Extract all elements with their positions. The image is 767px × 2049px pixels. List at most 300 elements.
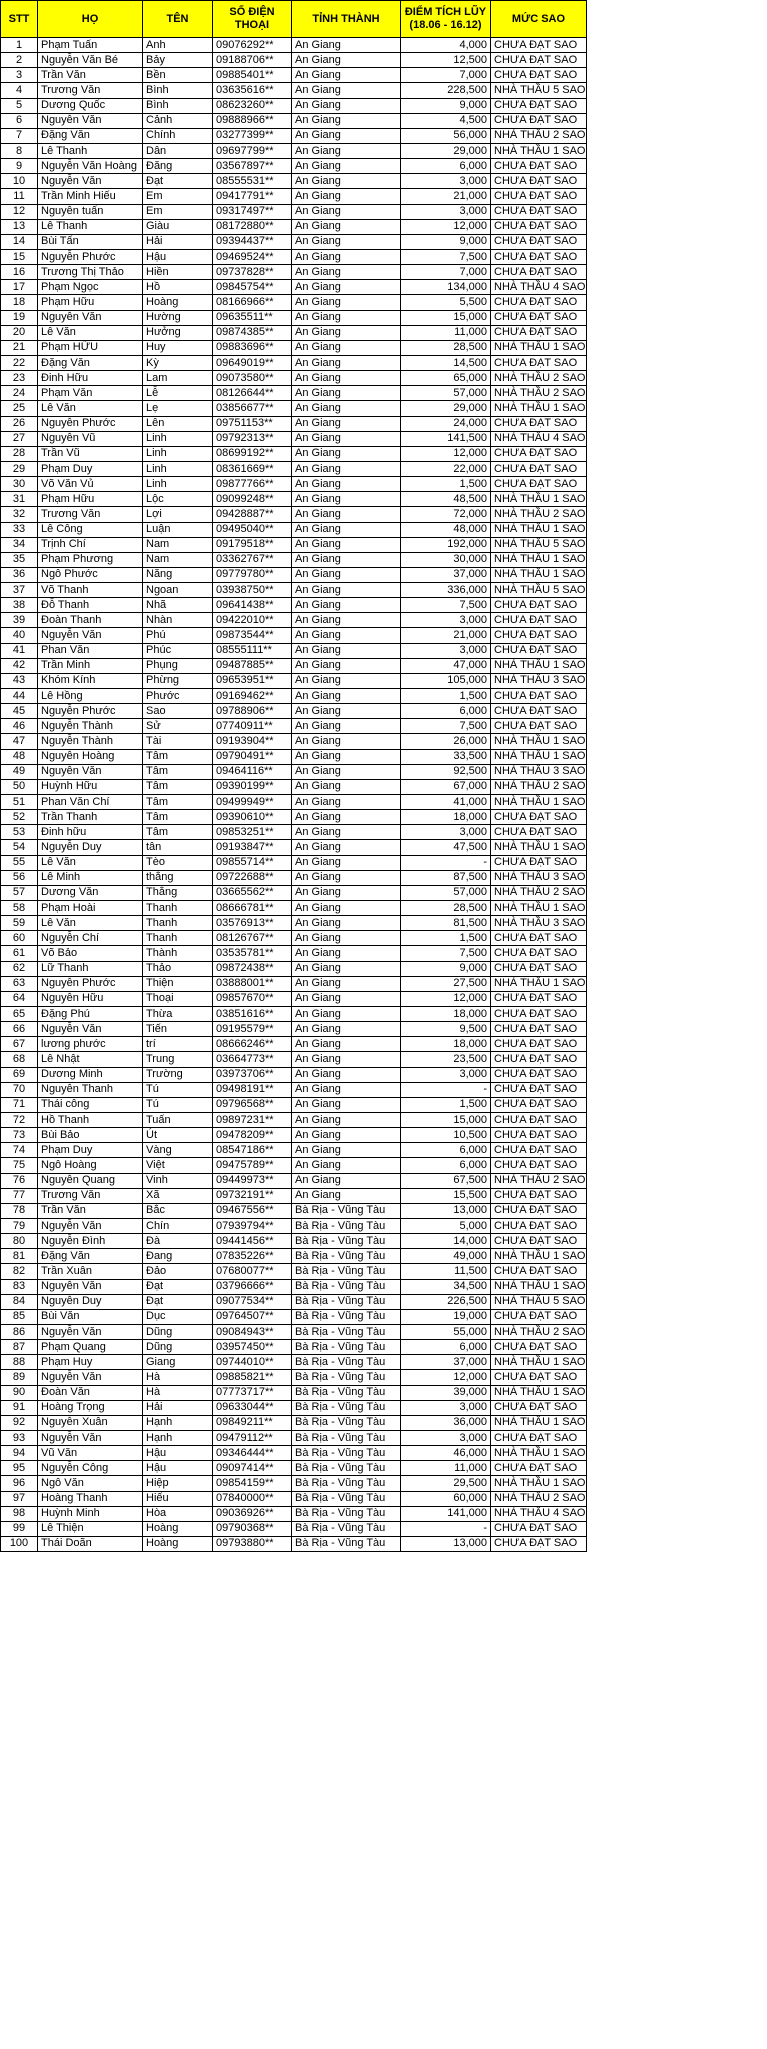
province-cell: An Giang (292, 219, 401, 234)
ho-cell: Trịnh Chí (38, 537, 143, 552)
points-cell: 37,000 (401, 567, 491, 582)
table-row (1, 1536, 587, 1551)
ho-cell: Trần Văn (38, 68, 143, 83)
ho-cell: Nguyễn Văn (38, 1324, 143, 1339)
phone-cell: 09779780** (213, 567, 292, 582)
province-cell: An Giang (292, 1173, 401, 1188)
points-cell: 56,000 (401, 128, 491, 143)
star-level-cell: CHƯA ĐẠT SAO (491, 598, 587, 613)
star-level-cell: CHƯA ĐẠT SAO (491, 991, 587, 1006)
points-cell: 15,000 (401, 1112, 491, 1127)
ten-cell: Tiến (143, 1022, 213, 1037)
stt-cell: 69 (1, 1067, 38, 1082)
star-level-cell: NHÀ THẦU 1 SAO (491, 567, 587, 582)
province-cell: An Giang (292, 1067, 401, 1082)
table-row (1, 189, 587, 204)
ten-cell: Linh (143, 446, 213, 461)
ho-cell: Trương Văn (38, 1188, 143, 1203)
stt-cell: 33 (1, 522, 38, 537)
ten-cell: Phừng (143, 673, 213, 688)
ten-cell: Trung (143, 1052, 213, 1067)
points-cell: 10,500 (401, 1128, 491, 1143)
table-row (1, 83, 587, 98)
points-cell: 87,500 (401, 870, 491, 885)
province-cell: An Giang (292, 916, 401, 931)
ten-cell: Đang (143, 1249, 213, 1264)
ho-cell: Nguyễn Phước (38, 249, 143, 264)
stt-cell: 4 (1, 83, 38, 98)
phone-cell: 09845754** (213, 280, 292, 295)
table-row (1, 1446, 587, 1461)
ten-cell: Thanh (143, 931, 213, 946)
star-level-cell: NHÀ THẦU 2 SAO (491, 885, 587, 900)
table-row (1, 159, 587, 174)
phone-cell: 09883696** (213, 340, 292, 355)
phone-cell: 03535781** (213, 946, 292, 961)
province-cell: An Giang (292, 734, 401, 749)
ho-cell: Đinh Hữu (38, 371, 143, 386)
stt-cell: 38 (1, 598, 38, 613)
table-row (1, 1143, 587, 1158)
stt-cell: 23 (1, 371, 38, 386)
province-cell: An Giang (292, 265, 401, 280)
phone-cell: 08666246** (213, 1037, 292, 1052)
star-level-cell: CHƯA ĐẠT SAO (491, 1158, 587, 1173)
stt-cell: 18 (1, 295, 38, 310)
stt-cell: 34 (1, 537, 38, 552)
ho-cell: Bùi Bảo (38, 1128, 143, 1143)
phone-cell: 09495040** (213, 522, 292, 537)
phone-cell: 03665562** (213, 885, 292, 900)
ho-cell: Phạm Tuấn (38, 38, 143, 53)
province-cell: An Giang (292, 901, 401, 916)
ho-cell: Đặng Văn (38, 355, 143, 370)
phone-cell: 09885821** (213, 1370, 292, 1385)
ho-cell: Đoàn Văn (38, 1385, 143, 1400)
stt-cell: 93 (1, 1430, 38, 1445)
star-level-cell: CHƯA ĐẠT SAO (491, 1128, 587, 1143)
table-row (1, 916, 587, 931)
phone-cell: 03362767** (213, 552, 292, 567)
province-cell: An Giang (292, 325, 401, 340)
ho-cell: Nguyễn Văn (38, 113, 143, 128)
table-row (1, 1370, 587, 1385)
ho-cell: Phan Văn Chí (38, 795, 143, 810)
star-level-cell: NHÀ THẦU 3 SAO (491, 916, 587, 931)
points-cell: 3,000 (401, 174, 491, 189)
stt-cell: 9 (1, 159, 38, 174)
province-cell: An Giang (292, 931, 401, 946)
phone-cell: 09346444** (213, 1446, 292, 1461)
points-cell: 7,000 (401, 265, 491, 280)
points-cell: 65,000 (401, 371, 491, 386)
ten-cell: Bắc (143, 1203, 213, 1218)
province-cell: Bà Rịa - Vũng Tàu (292, 1430, 401, 1445)
province-cell: An Giang (292, 1097, 401, 1112)
star-level-cell: CHƯA ĐẠT SAO (491, 446, 587, 461)
ho-cell: Trương Văn (38, 83, 143, 98)
table-row (1, 1309, 587, 1324)
table-row (1, 416, 587, 431)
ten-cell: Đảo (143, 1264, 213, 1279)
stt-cell: 100 (1, 1536, 38, 1551)
table-row (1, 689, 587, 704)
star-level-cell: CHƯA ĐẠT SAO (491, 1143, 587, 1158)
ten-cell: Việt (143, 1158, 213, 1173)
points-cell: 19,000 (401, 1309, 491, 1324)
star-level-cell: CHƯA ĐẠT SAO (491, 1309, 587, 1324)
header-phone: SỐ ĐIỆN THOẠI (213, 1, 292, 38)
points-cell: 14,000 (401, 1234, 491, 1249)
table-row (1, 1521, 587, 1536)
stt-cell: 73 (1, 1128, 38, 1143)
ten-cell: Chính (143, 128, 213, 143)
ho-cell: Đinh hữu (38, 825, 143, 840)
ten-cell: Tâm (143, 825, 213, 840)
ten-cell: Hạnh (143, 1415, 213, 1430)
star-level-cell: NHÀ THẦU 5 SAO (491, 537, 587, 552)
points-cell: 3,000 (401, 613, 491, 628)
points-cell: 36,000 (401, 1415, 491, 1430)
stt-cell: 19 (1, 310, 38, 325)
phone-cell: 09641438** (213, 598, 292, 613)
ten-cell: Lợi (143, 507, 213, 522)
ten-cell: Huy (143, 340, 213, 355)
star-level-cell: CHƯA ĐẠT SAO (491, 219, 587, 234)
phone-cell: 09732191** (213, 1188, 292, 1203)
stt-cell: 1 (1, 38, 38, 53)
province-cell: An Giang (292, 234, 401, 249)
stt-cell: 51 (1, 795, 38, 810)
table-row (1, 310, 587, 325)
phone-cell: 07939794** (213, 1218, 292, 1233)
stt-cell: 71 (1, 1097, 38, 1112)
province-cell: An Giang (292, 1037, 401, 1052)
ten-cell: Hoàng (143, 1536, 213, 1551)
phone-cell: 09073580** (213, 371, 292, 386)
star-level-cell: NHÀ THẦU 1 SAO (491, 749, 587, 764)
stt-cell: 75 (1, 1158, 38, 1173)
ho-cell: Huỳnh Hữu (38, 779, 143, 794)
province-cell: An Giang (292, 1112, 401, 1127)
phone-cell: 08547186** (213, 1143, 292, 1158)
table-row (1, 1112, 587, 1127)
points-cell: 18,000 (401, 810, 491, 825)
table-row (1, 492, 587, 507)
table-row (1, 1173, 587, 1188)
points-cell: 39,000 (401, 1385, 491, 1400)
ho-cell: Nguyễn Văn (38, 1430, 143, 1445)
stt-cell: 16 (1, 265, 38, 280)
star-level-cell: CHƯA ĐẠT SAO (491, 1536, 587, 1551)
phone-cell: 09885401** (213, 68, 292, 83)
ho-cell: Nguyễn tuấn (38, 204, 143, 219)
star-level-cell: NHÀ THẦU 1 SAO (491, 340, 587, 355)
stt-cell: 45 (1, 704, 38, 719)
ho-cell: Nguyễn Văn (38, 1218, 143, 1233)
province-cell: Bà Rịa - Vũng Tàu (292, 1370, 401, 1385)
star-level-cell: NHÀ THẦU 1 SAO (491, 401, 587, 416)
ten-cell: Năng (143, 567, 213, 582)
ten-cell: Xã (143, 1188, 213, 1203)
ho-cell: Nguyễn Hữu (38, 991, 143, 1006)
phone-cell: 09854159** (213, 1476, 292, 1491)
ho-cell: Phạm Phương (38, 552, 143, 567)
ten-cell: Hạnh (143, 1430, 213, 1445)
stt-cell: 82 (1, 1264, 38, 1279)
ho-cell: Nguyễn Văn Hoàng (38, 159, 143, 174)
province-cell: An Giang (292, 98, 401, 113)
table-body (1, 38, 587, 1552)
phone-cell: 09788906** (213, 704, 292, 719)
star-level-cell: NHÀ THẦU 2 SAO (491, 779, 587, 794)
points-cell: 55,000 (401, 1324, 491, 1339)
star-level-cell: CHƯA ĐẠT SAO (491, 159, 587, 174)
table-row (1, 795, 587, 810)
province-cell: An Giang (292, 583, 401, 598)
phone-cell: 09849211** (213, 1415, 292, 1430)
ho-cell: Hồ Thanh (38, 1112, 143, 1127)
ten-cell: Bình (143, 83, 213, 98)
stt-cell: 94 (1, 1446, 38, 1461)
stt-cell: 96 (1, 1476, 38, 1491)
points-cell: 13,000 (401, 1536, 491, 1551)
province-cell: An Giang (292, 825, 401, 840)
phone-cell: 09188706** (213, 53, 292, 68)
ten-cell: Cảnh (143, 113, 213, 128)
star-level-cell: CHƯA ĐẠT SAO (491, 1218, 587, 1233)
points-cell: 60,000 (401, 1491, 491, 1506)
ho-cell: Hoàng Trọng (38, 1400, 143, 1415)
ten-cell: Phú (143, 628, 213, 643)
star-level-cell: NHÀ THẦU 3 SAO (491, 673, 587, 688)
stt-cell: 43 (1, 673, 38, 688)
ho-cell: Nguyễn Duy (38, 1294, 143, 1309)
ten-cell: Tèo (143, 855, 213, 870)
star-level-cell: NHÀ THẦU 4 SAO (491, 431, 587, 446)
stt-cell: 42 (1, 658, 38, 673)
table-row (1, 53, 587, 68)
province-cell: An Giang (292, 779, 401, 794)
star-level-cell: NHÀ THẦU 2 SAO (491, 1491, 587, 1506)
province-cell: An Giang (292, 1082, 401, 1097)
points-cell: 3,000 (401, 1067, 491, 1082)
province-cell: An Giang (292, 1128, 401, 1143)
ten-cell: Hưởng (143, 325, 213, 340)
ten-cell: Tuấn (143, 1112, 213, 1127)
province-cell: An Giang (292, 1143, 401, 1158)
header-star-level: MỨC SAO (491, 1, 587, 38)
province-cell: An Giang (292, 840, 401, 855)
star-level-cell: CHƯA ĐẠT SAO (491, 416, 587, 431)
table-row (1, 719, 587, 734)
province-cell: An Giang (292, 961, 401, 976)
phone-cell: 08666781** (213, 901, 292, 916)
ten-cell: Lên (143, 416, 213, 431)
header-province: TỈNH THÀNH (292, 1, 401, 38)
points-cell: 21,000 (401, 189, 491, 204)
province-cell: An Giang (292, 870, 401, 885)
stt-cell: 24 (1, 386, 38, 401)
phone-cell: 09722688** (213, 870, 292, 885)
ho-cell: Nguyễn Thành (38, 734, 143, 749)
ho-cell: Đỗ Thanh (38, 598, 143, 613)
stt-cell: 28 (1, 446, 38, 461)
ten-cell: Hà (143, 1385, 213, 1400)
points-cell: 41,000 (401, 795, 491, 810)
points-cell: 29,000 (401, 143, 491, 158)
star-level-cell: CHƯA ĐẠT SAO (491, 1264, 587, 1279)
table-row (1, 976, 587, 991)
stt-cell: 35 (1, 552, 38, 567)
province-cell: Bà Rịa - Vũng Tàu (292, 1340, 401, 1355)
province-cell: Bà Rịa - Vũng Tàu (292, 1415, 401, 1430)
province-cell: An Giang (292, 38, 401, 53)
stt-cell: 49 (1, 764, 38, 779)
province-cell: An Giang (292, 128, 401, 143)
star-level-cell: CHƯA ĐẠT SAO (491, 613, 587, 628)
ten-cell: Linh (143, 431, 213, 446)
points-cell: 46,000 (401, 1446, 491, 1461)
table-row (1, 1128, 587, 1143)
ten-cell: Luận (143, 522, 213, 537)
star-level-cell: NHÀ THẦU 1 SAO (491, 1385, 587, 1400)
ho-cell: Dương Minh (38, 1067, 143, 1082)
header-points: ĐIỂM TÍCH LŨY (18.06 - 16.12) (401, 1, 491, 38)
points-cell: 7,500 (401, 946, 491, 961)
points-cell: 6,000 (401, 1340, 491, 1355)
table-row (1, 249, 587, 264)
points-cell: 12,000 (401, 219, 491, 234)
star-level-cell: CHƯA ĐẠT SAO (491, 295, 587, 310)
province-cell: An Giang (292, 704, 401, 719)
points-cell: 12,000 (401, 446, 491, 461)
table-row (1, 749, 587, 764)
points-cell: 18,000 (401, 1007, 491, 1022)
ten-cell: Thừa (143, 1007, 213, 1022)
ten-cell: Đạt (143, 1279, 213, 1294)
province-cell: An Giang (292, 446, 401, 461)
phone-cell: 09888966** (213, 113, 292, 128)
ten-cell: Thành (143, 946, 213, 961)
phone-cell: 09792313** (213, 431, 292, 446)
phone-cell: 09790491** (213, 749, 292, 764)
table-row (1, 779, 587, 794)
table-row (1, 1279, 587, 1294)
stt-cell: 85 (1, 1309, 38, 1324)
ten-cell: Hà (143, 1370, 213, 1385)
province-cell: An Giang (292, 416, 401, 431)
ho-cell: Phạm HỮU (38, 340, 143, 355)
province-cell: Bà Rịa - Vũng Tàu (292, 1279, 401, 1294)
points-cell: 4,000 (401, 38, 491, 53)
stt-cell: 99 (1, 1521, 38, 1536)
phone-cell: 09873544** (213, 628, 292, 643)
star-level-cell: CHƯA ĐẠT SAO (491, 1521, 587, 1536)
province-cell: An Giang (292, 143, 401, 158)
points-cell: 47,500 (401, 840, 491, 855)
star-level-cell: NHÀ THẦU 5 SAO (491, 83, 587, 98)
phone-cell: 09084943** (213, 1324, 292, 1339)
ten-cell: Lộc (143, 492, 213, 507)
table-row (1, 1476, 587, 1491)
points-cell: 92,500 (401, 764, 491, 779)
ten-cell: Sử (143, 719, 213, 734)
ten-cell: Linh (143, 477, 213, 492)
points-cell: 48,500 (401, 492, 491, 507)
phone-cell: 09479112** (213, 1430, 292, 1445)
ten-cell: Hiệp (143, 1476, 213, 1491)
points-cell: 226,500 (401, 1294, 491, 1309)
province-cell: An Giang (292, 340, 401, 355)
ten-cell: Phúc (143, 643, 213, 658)
province-cell: An Giang (292, 764, 401, 779)
stt-cell: 66 (1, 1022, 38, 1037)
star-level-cell: NHÀ THẦU 1 SAO (491, 1355, 587, 1370)
table-row (1, 1082, 587, 1097)
star-level-cell: NHÀ THẦU 1 SAO (491, 1476, 587, 1491)
ten-cell: Đà (143, 1234, 213, 1249)
ten-cell: tân (143, 840, 213, 855)
phone-cell: 07773717** (213, 1385, 292, 1400)
province-cell: An Giang (292, 386, 401, 401)
phone-cell: 09653951** (213, 673, 292, 688)
ho-cell: Nguyễn Xuân (38, 1415, 143, 1430)
star-level-cell: CHƯA ĐẠT SAO (491, 961, 587, 976)
star-level-cell: NHÀ THẦU 2 SAO (491, 386, 587, 401)
ho-cell: Nguyễn Văn (38, 174, 143, 189)
stt-cell: 91 (1, 1400, 38, 1415)
points-cell: 34,500 (401, 1279, 491, 1294)
points-cell: 12,000 (401, 1370, 491, 1385)
points-cell: 72,000 (401, 507, 491, 522)
points-cell: 6,000 (401, 1143, 491, 1158)
phone-cell: 09076292** (213, 38, 292, 53)
star-level-cell: CHƯA ĐẠT SAO (491, 689, 587, 704)
stt-cell: 59 (1, 916, 38, 931)
phone-cell: 09855714** (213, 855, 292, 870)
table-row (1, 1052, 587, 1067)
ho-cell: Ngô Văn (38, 1476, 143, 1491)
phone-cell: 09193904** (213, 734, 292, 749)
points-cell: 3,000 (401, 643, 491, 658)
star-level-cell: NHÀ THẦU 1 SAO (491, 1249, 587, 1264)
province-cell: Bà Rịa - Vũng Tàu (292, 1385, 401, 1400)
stt-cell: 29 (1, 461, 38, 476)
star-level-cell: NHÀ THẦU 2 SAO (491, 1173, 587, 1188)
phone-cell: 03796666** (213, 1279, 292, 1294)
ho-cell: Nguyễn Thành (38, 719, 143, 734)
province-cell: An Giang (292, 159, 401, 174)
star-level-cell: CHƯA ĐẠT SAO (491, 310, 587, 325)
stt-cell: 63 (1, 976, 38, 991)
phone-cell: 09317497** (213, 204, 292, 219)
table-row (1, 265, 587, 280)
table-row (1, 68, 587, 83)
ho-cell: Nguyễn Phước (38, 976, 143, 991)
points-cell: 11,000 (401, 1461, 491, 1476)
ten-cell: Hiền (143, 265, 213, 280)
ho-cell: Phạm Duy (38, 1143, 143, 1158)
province-cell: An Giang (292, 522, 401, 537)
table-row (1, 113, 587, 128)
points-cell: 48,000 (401, 522, 491, 537)
table-row (1, 598, 587, 613)
ho-cell: Lê Văn (38, 325, 143, 340)
stt-cell: 2 (1, 53, 38, 68)
ten-cell: Hồ (143, 280, 213, 295)
star-level-cell: CHƯA ĐẠT SAO (491, 628, 587, 643)
